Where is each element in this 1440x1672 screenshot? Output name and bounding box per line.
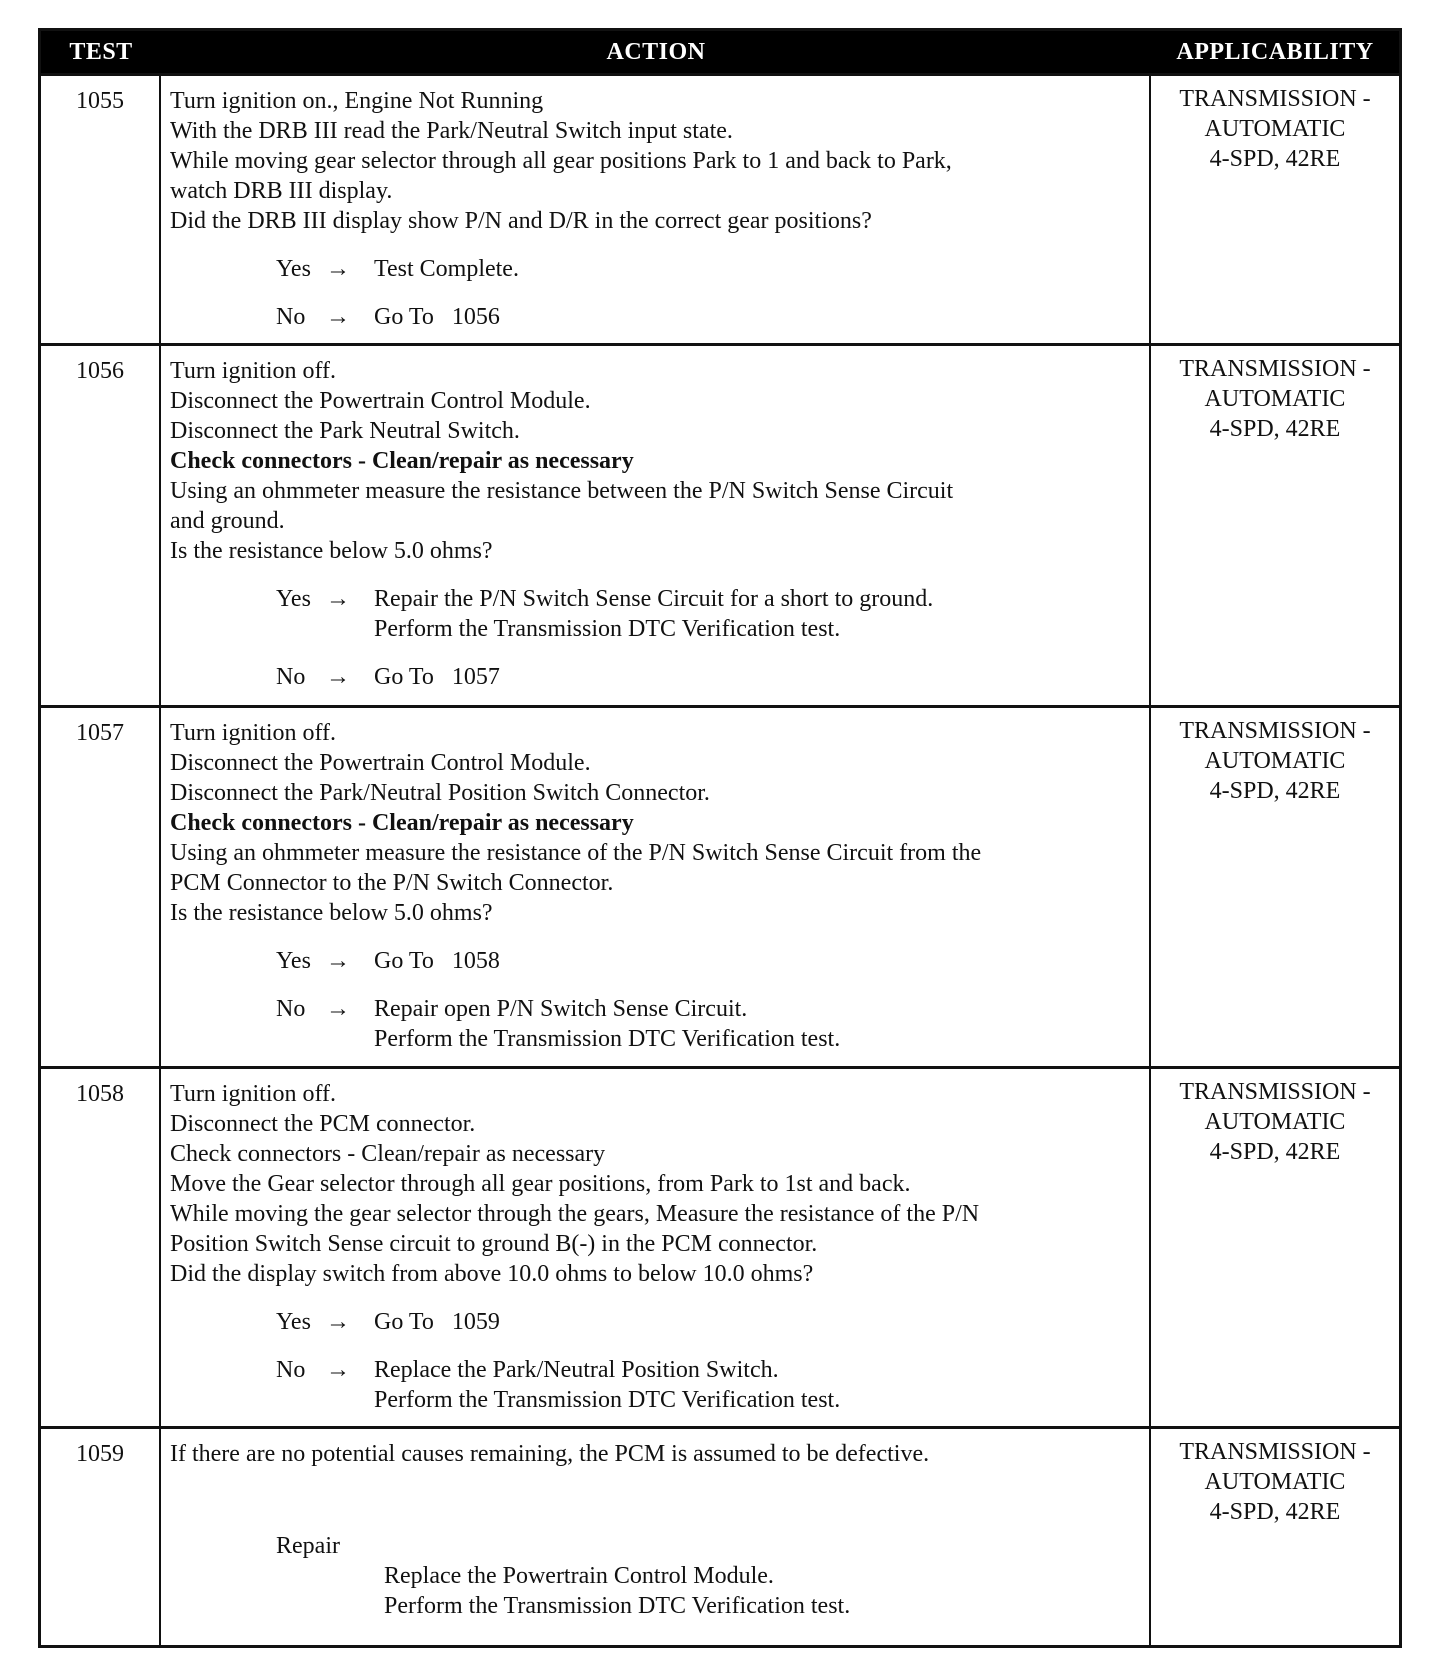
applicability-line: AUTOMATIC [1204, 1109, 1346, 1135]
result-line: Go To 1056 [374, 304, 500, 330]
diagnostic-test-table [38, 28, 1402, 1648]
action-cell [161, 1066, 1151, 1426]
applicability-cell [1151, 1066, 1399, 1426]
result-line: Go To 1059 [374, 1309, 500, 1335]
result-line: Go To 1057 [374, 664, 500, 690]
arrow-icon: → [326, 586, 350, 612]
repair-steps [384, 1561, 1143, 1621]
action-line: Did the DRB III display show P/N and D/R in the correct gear positions? [170, 208, 872, 234]
result-line: Perform the Transmission DTC Verification test. [374, 616, 841, 642]
applicability-cell [1151, 1426, 1399, 1645]
result-line: Repair open P/N Switch Sense Circuit. [374, 996, 748, 1022]
action-line: Move the Gear selector through all gear positions, from Park to 1st and back. [170, 1171, 911, 1197]
action-line: Disconnect the Powertrain Control Module. [170, 750, 591, 776]
action-line: Using an ohmmeter measure the resistance between the P/N Switch Sense Circuit [170, 478, 954, 504]
action-line: Position Switch Sense circuit to ground B(-) in the PCM connector. [170, 1231, 818, 1257]
no-result [374, 302, 1143, 332]
yes-label: Yes [276, 256, 311, 282]
action-line: Turn ignition off. [170, 358, 337, 384]
repair-block [276, 1531, 1143, 1621]
header-action: ACTION [161, 31, 1151, 73]
action-line: Turn ignition off. [170, 720, 337, 746]
repair-line: Replace the Powertrain Control Module. [384, 1563, 774, 1589]
action-line: Turn ignition off. [170, 1081, 337, 1107]
arrow-icon: → [326, 996, 350, 1022]
applicability-line: TRANSMISSION - [1179, 1439, 1371, 1465]
yes-result [374, 254, 1143, 284]
action-line: Did the display switch from above 10.0 ohms to below 10.0 ohms? [170, 1261, 814, 1287]
applicability-cell [1151, 705, 1399, 1066]
test-number: 1059 [41, 1426, 161, 1645]
action-line: Is the resistance below 5.0 ohms? [170, 538, 493, 564]
applicability-line: TRANSMISSION - [1179, 1079, 1371, 1105]
repair-line: Perform the Transmission DTC Verification test. [384, 1593, 851, 1619]
applicability-cell [1151, 73, 1399, 343]
applicability-line: TRANSMISSION - [1179, 356, 1371, 382]
yes-result [374, 584, 1143, 644]
action-cell [161, 705, 1151, 1066]
repair-label: Repair [276, 1533, 340, 1559]
applicability-line: 4-SPD, 42RE [1209, 416, 1341, 442]
test-number: 1056 [41, 343, 161, 705]
arrow-icon: → [326, 948, 350, 974]
action-line: If there are no potential causes remaining, the PCM is assumed to be defective. [170, 1441, 930, 1467]
header-test: TEST [41, 31, 161, 73]
applicability-line: 4-SPD, 42RE [1209, 1499, 1341, 1525]
test-number: 1055 [41, 73, 161, 343]
no-label: No [276, 1357, 306, 1383]
action-line: Using an ohmmeter measure the resistance of the P/N Switch Sense Circuit from the [170, 840, 982, 866]
arrow-icon: → [326, 1309, 350, 1335]
applicability-line: AUTOMATIC [1204, 1469, 1346, 1495]
result-line: Replace the Park/Neutral Position Switch. [374, 1357, 779, 1383]
result-line: Go To 1058 [374, 948, 500, 974]
result-line: Perform the Transmission DTC Verification test. [374, 1026, 841, 1052]
applicability-line: 4-SPD, 42RE [1209, 1139, 1341, 1165]
action-line: Disconnect the PCM connector. [170, 1111, 476, 1137]
action-line: While moving the gear selector through the gears, Measure the resistance of the P/N [170, 1201, 980, 1227]
yes-answer [276, 1307, 1143, 1337]
yes-result [374, 1307, 1143, 1337]
action-line: Is the resistance below 5.0 ohms? [170, 900, 493, 926]
yes-result [374, 946, 1143, 976]
applicability-line: AUTOMATIC [1204, 748, 1346, 774]
applicability-line: AUTOMATIC [1204, 116, 1346, 142]
no-answer [276, 1355, 1143, 1415]
action-line-bold: Check connectors - Clean/repair as necessary [170, 810, 634, 836]
applicability-line: 4-SPD, 42RE [1209, 146, 1341, 172]
result-line: Test Complete. [374, 256, 519, 282]
action-line: Disconnect the Park/Neutral Position Switch Connector. [170, 780, 710, 806]
action-line: PCM Connector to the P/N Switch Connector. [170, 870, 614, 896]
arrow-icon: → [326, 256, 350, 282]
no-result [374, 994, 1143, 1054]
action-line: Disconnect the Powertrain Control Module. [170, 388, 591, 414]
action-line: While moving gear selector through all gear positions Park to 1 and back to Park, [170, 148, 952, 174]
no-label: No [276, 664, 306, 690]
yes-answer [276, 946, 1143, 976]
yes-label: Yes [276, 948, 311, 974]
action-cell [161, 73, 1151, 343]
yes-answer [276, 254, 1143, 284]
no-answer [276, 302, 1143, 332]
test-number: 1057 [41, 705, 161, 1066]
action-line: Turn ignition on., Engine Not Running [170, 88, 544, 114]
applicability-line: TRANSMISSION - [1179, 86, 1371, 112]
action-line: With the DRB III read the Park/Neutral Switch input state. [170, 118, 733, 144]
yes-label: Yes [276, 586, 311, 612]
no-label: No [276, 996, 306, 1022]
yes-answer [276, 584, 1143, 644]
action-line-bold: Check connectors - Clean/repair as necessary [170, 448, 634, 474]
arrow-icon: → [326, 304, 350, 330]
test-number: 1058 [41, 1066, 161, 1426]
applicability-line: 4-SPD, 42RE [1209, 778, 1341, 804]
yes-label: Yes [276, 1309, 311, 1335]
action-cell [161, 343, 1151, 705]
result-line: Perform the Transmission DTC Verification test. [374, 1387, 841, 1413]
no-label: No [276, 304, 306, 330]
action-line: and ground. [170, 508, 285, 534]
action-line: Check connectors - Clean/repair as necessary [170, 1141, 606, 1167]
no-result [374, 1355, 1143, 1415]
no-answer [276, 994, 1143, 1054]
result-line: Repair the P/N Switch Sense Circuit for a short to ground. [374, 586, 934, 612]
header-applicability: APPLICABILITY [1151, 31, 1399, 73]
applicability-line: AUTOMATIC [1204, 386, 1346, 412]
action-cell [161, 1426, 1151, 1645]
action-line: Disconnect the Park Neutral Switch. [170, 418, 520, 444]
applicability-cell [1151, 343, 1399, 705]
arrow-icon: → [326, 664, 350, 690]
arrow-icon: → [326, 1357, 350, 1383]
no-answer [276, 662, 1143, 692]
no-result [374, 662, 1143, 692]
applicability-line: TRANSMISSION - [1179, 718, 1371, 744]
action-line: watch DRB III display. [170, 178, 393, 204]
